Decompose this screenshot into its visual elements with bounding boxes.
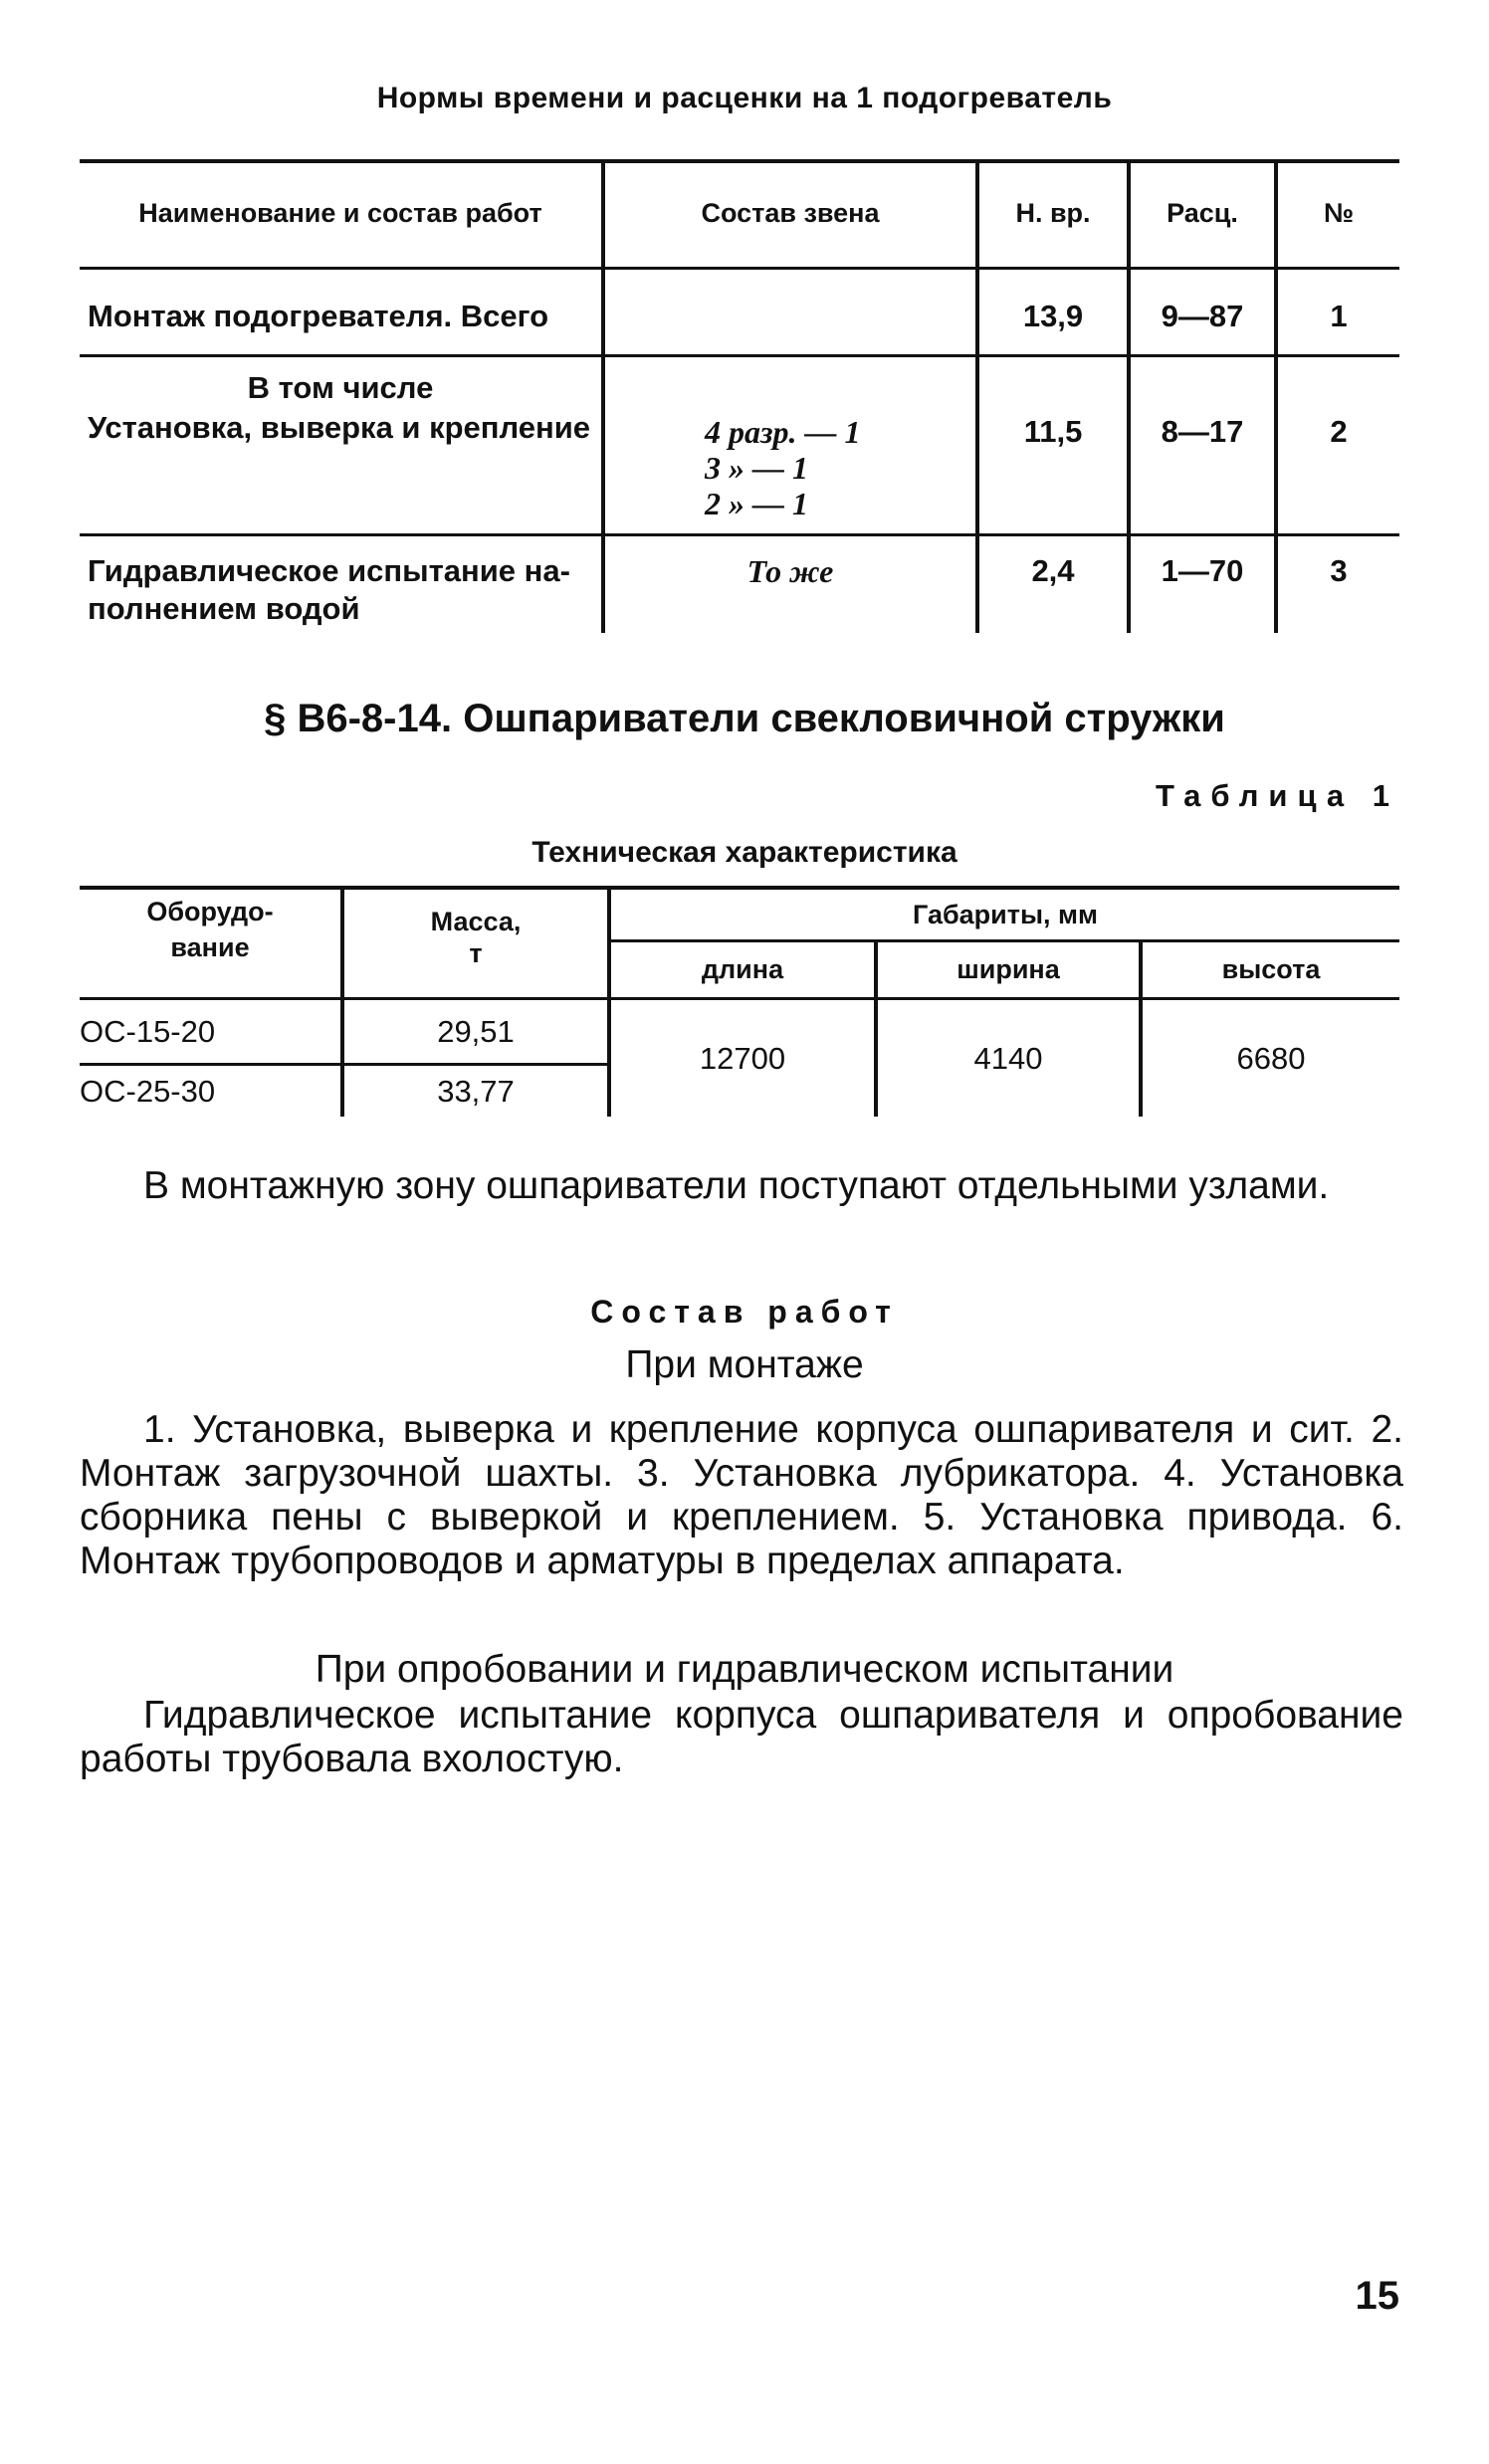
header-height: высота [1221,954,1321,984]
header-number: № [1323,197,1355,228]
header-width: ширина [957,954,1060,984]
header-mass-unit: т [469,937,483,968]
header-equipment: Оборудо- [146,896,274,926]
row2-subheading: В том числе [247,370,434,405]
testing-heading: При опробовании и гидравлическом испытании [315,1648,1174,1691]
dimension-length: 12700 [699,1040,786,1076]
row2-crew-line: 3 » — 1 [705,450,808,486]
norms-table-caption: Нормы времени и расценки на 1 подогреватель [376,82,1113,114]
row3-number: 3 [1330,553,1348,588]
specs-table [80,886,1399,1134]
header-work-name: Наименование и состав работ [138,197,542,228]
row3-work-name-cont: полнением водой [88,591,360,626]
header-crew: Состав звена [701,197,880,228]
table-rule-row2 [80,533,1399,536]
composition-heading: Состав работ [590,1294,899,1330]
row2-crew-line: 4 разр. — 1 [705,414,861,450]
row2-mass: 33,77 [437,1074,515,1109]
header-mass: Масса, [430,906,522,936]
row2-rate: 8—17 [1161,414,1244,449]
row3-crew: То же [746,553,834,589]
norms-table [80,159,1399,637]
header-dimensions: Габариты, мм [913,899,1098,929]
table-rule-row1 [80,354,1399,357]
section-title: § В6-8-14. Ошпариватели свекловичной стружки [264,697,1225,740]
header-equipment-cont: вание [170,931,250,962]
specs-table-caption: Техническая характеристика [532,836,957,869]
row3-time: 2,4 [1031,553,1075,588]
testing-paragraph: Гидравлическое испытание корпуса ошпаривателя и опробование работы трубовала вхолостую. [80,1694,1403,1780]
mounting-paragraph: 1. Установка, выверка и крепление корпуса ошпаривателя и сит. 2. Монтаж загрузочной шахты. 3. Установка лубрикатора. 4. Установка сборника пены с выверкой и креплением. 5. Установка привода. 6. Монтаж трубопроводов и арматуры в пределах аппарата. [80,1408,1403,1582]
header-time-norm: Н. вр. [1015,197,1091,228]
row3-work-name: Гидравлическое испытание на- [88,553,570,588]
header-length: длина [701,954,784,984]
row1-number: 1 [1330,299,1348,333]
dimension-height: 6680 [1236,1040,1306,1076]
row3-rate: 1—70 [1161,553,1244,588]
row2-crew-line: 2 » — 1 [705,486,808,521]
table-rule-header [80,267,1399,270]
row2-number: 2 [1330,414,1348,449]
page-number: 15 [1355,2274,1399,2318]
row1-work-name: Монтаж подогревателя. Всего [88,299,549,333]
dimension-width: 4140 [973,1040,1043,1076]
row2-time: 11,5 [1023,414,1083,449]
row1-mass: 29,51 [437,1014,515,1049]
mounting-heading: При монтаже [625,1343,864,1386]
row1-equipment: ОС-15-20 [80,1014,216,1049]
table-label: Таблица 1 [1155,778,1399,813]
table-rule-row [80,1063,611,1066]
row1-time: 13,9 [1022,299,1084,333]
header-rate: Расц. [1167,197,1238,228]
intro-paragraph: В монтажную зону ошпариватели поступают отдельными узлами. [143,1164,1330,1207]
row1-rate: 9—87 [1161,299,1244,333]
row2-equipment: ОС-25-30 [80,1074,216,1109]
row2-work-name: Установка, выверка и крепление [88,410,591,445]
